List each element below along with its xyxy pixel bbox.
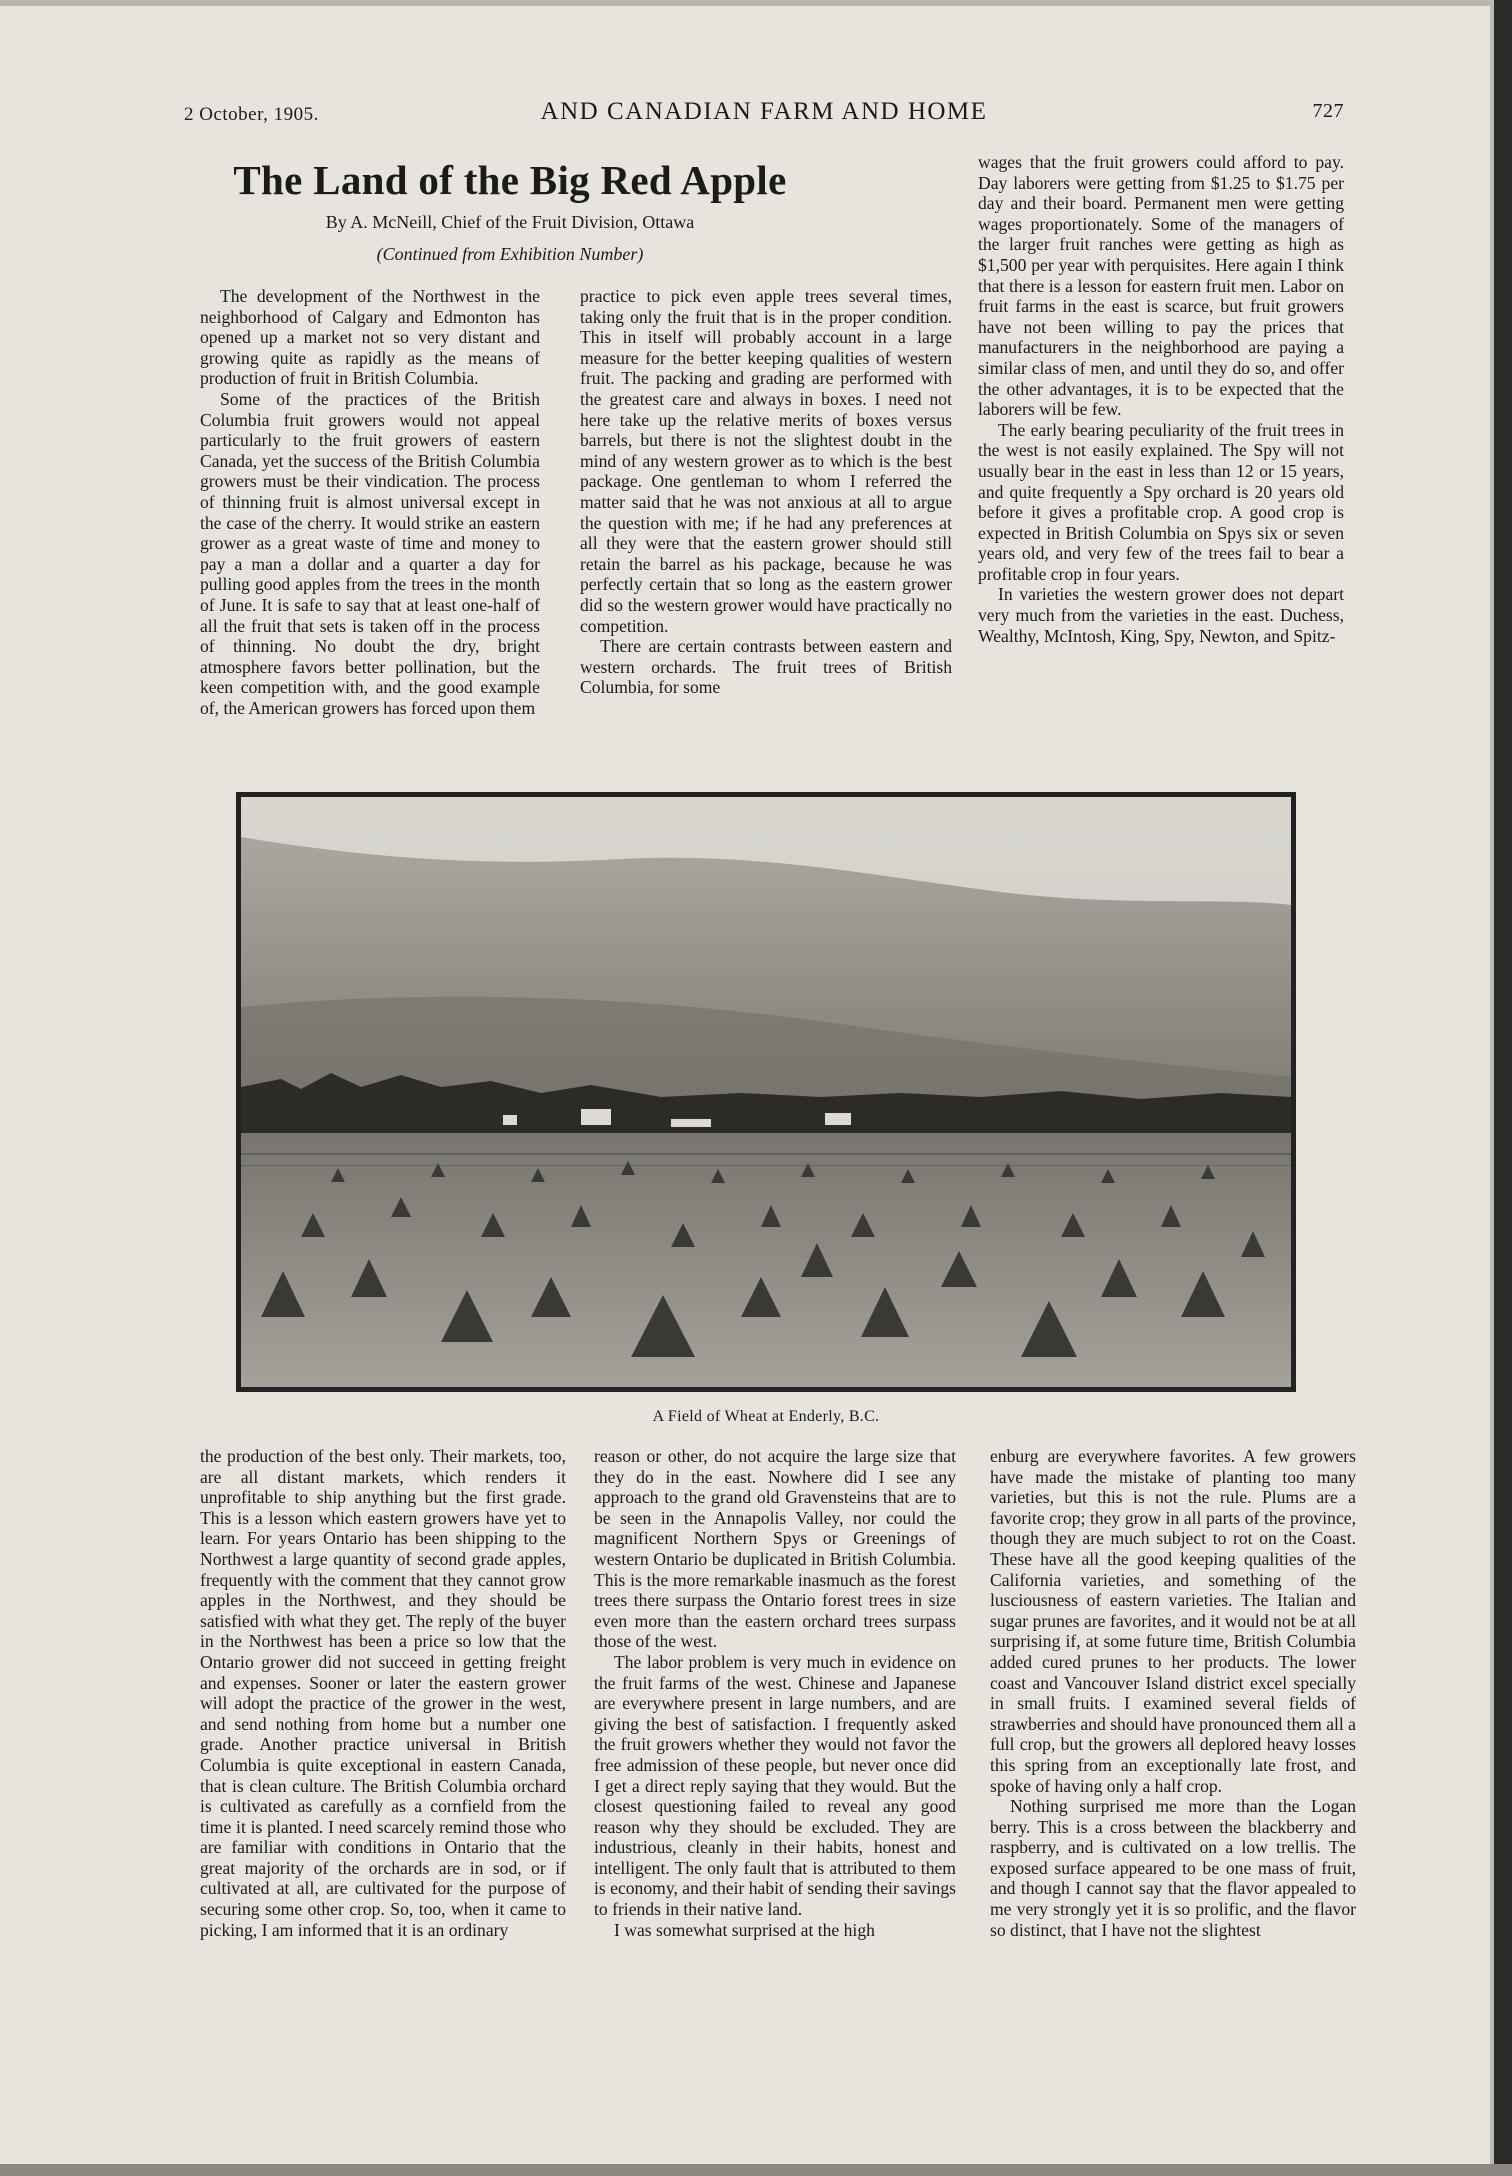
- scan-edge-right: [1490, 0, 1512, 2176]
- paragraph: The early bearing peculiarity of the fruit trees in the west is not easily explained. The Spy will not usually bear in the east in less than 12 or 15 years, and quite frequently a Spy orchard is 20 years old before it gives a profitable crop. A good crop is expected in British Columbia on Spys six or seven years old, and very few of the trees fail to bear a profitable crop in four years.: [978, 419, 1344, 584]
- column-top-right: [978, 152, 1344, 806]
- wheat-field-photo: [236, 792, 1296, 1392]
- paragraph: the production of the best only. Their markets, too, are all distant markets, which renders it unprofitable to ship anything but the first grade. This is a lesson which eastern growers have yet to learn. For years Ontario has been shipping to the Northwest a large quantity of second grade apples, frequently with the comment that they cannot grow apples in the Northwest, and they should be satisfied with what they get. The reply of the buyer in the Northwest has been a price so low that the Ontario grower did not succeed in getting freight and expenses. Sooner or later the eastern grower will adopt the practice of the grower in the west, and send nothing from home but a number one grade. Another practice universal in British Columbia is quite exceptional in eastern Canada, that is clean culture. The British Columbia orchard is cultivated as carefully as a cornfield from the time it is planted. I need scarcely remind those who are familiar with conditions in Ontario that the great majority of the orchards are in sod, or if cultivated at all, are cultivated for the purpose of securing some other crop. So, too, when it came to picking, I am informed that it is an ordinary: [200, 1446, 566, 1940]
- paragraph: Nothing surprised me more than the Logan berry. This is a cross between the blackberry and raspberry, and is cultivated on a low trellis. The exposed surface appeared to be one mass of fruit, and though I cannot say that the flavor appealed to me very strongly yet it is so prolific, and the flavor so distinct, that I have not the slightest: [990, 1796, 1356, 1940]
- paragraph: I was somewhat surprised at the high: [614, 1919, 875, 1940]
- column-bottom-right: [990, 1446, 1356, 2134]
- column-bottom-middle: [594, 1446, 956, 2134]
- continued-note: (Continued from Exhibition Number): [376, 244, 644, 264]
- paragraph: In varieties the western grower does not depart very much from the varieties in the east. Duchess, Wealthy, McIntosh, King, Spy, Newton, and Spitz-: [978, 584, 1344, 646]
- column-top-middle: [580, 286, 952, 806]
- scan-edge-top: [0, 0, 1512, 6]
- article-title: The Land of the Big Red Apple: [233, 157, 787, 203]
- scan-edge-bottom: [0, 2164, 1512, 2176]
- photo-caption: A Field of Wheat at Enderly, B.C.: [652, 1408, 880, 1425]
- paragraph: The labor problem is very much in evidence on the fruit farms of the west. Chinese and Japanese are everywhere present in large numbers, and are giving the best of satisfaction. I frequently asked the fruit growers whether they would not favor the free admission of these people, but never once did I get a direct reply saying that they would. But the closest questioning failed to reveal any good reason why they should be excluded. They are industrious, cleanly in their habits, honest and intelligent. The only fault that is attributed to them is economy, and their habit of sending their savings to friends in their native land.: [594, 1651, 956, 1920]
- page-number: 727: [1312, 100, 1344, 122]
- paragraph: reason or other, do not acquire the large size that they do in the east. Nowhere did I see any approach to the grand old Gravensteins that are to be seen in the Annapolis Valley, nor could the magnificent Northern Spys or Greenings of western Ontario be duplicated in British Columbia. This is the more remarkable inasmuch as the forest trees there surpass the Ontario forest trees in size even more than the eastern orchard trees surpass those of the west.: [594, 1446, 956, 1652]
- issue-date: 2 October, 1905.: [184, 104, 319, 125]
- paragraph: practice to pick even apple trees several times, taking only the fruit that is in the proper condition. This in itself will probably account in a large measure for the better keeping qualities of western fruit. The packing and grading are performed with the greatest care and always in boxes. I need not here take up the relative merits of boxes versus barrels, but there is not the slightest doubt in the mind of any western grower as to which is the best package. One gentleman to whom I referred the matter said that he was not anxious at all to argue the question with me; if he had any preferences at all they were that the eastern grower should still retain the barrel as his package, because he was perfectly certain that so long as the eastern grower did so the western grower would have practically no competition.: [580, 286, 952, 636]
- paragraph: The development of the Northwest in the neighborhood of Calgary and Edmonton has opened up a market not so very distant and growing quite as rapidly as the means of production of fruit in British Columbia.: [200, 286, 540, 389]
- paragraph: There are certain contrasts between eastern and western orchards. The fruit trees of British Columbia, for some: [580, 636, 952, 698]
- paragraph: Some of the practices of the British Columbia fruit growers would not appeal particularly to the fruit growers of eastern Canada, yet the success of the British Columbia growers must be their vindication. The process of thinning fruit is almost universal except in the case of the cherry. It would strike an eastern grower as a great waste of time and money to pay a man a dollar and a quarter a day for pulling good apples from the trees in the month of June. It is safe to say that at least one-half of all the fruit that sets is taken off in the process of thinning. No doubt the dry, bright atmosphere favors better pollination, but the keen competition with, and the good example of, the American growers has forced upon them: [200, 388, 540, 718]
- journal-name: AND CANADIAN FARM AND HOME: [540, 98, 988, 125]
- photo-illustration: [241, 797, 1291, 1387]
- paragraph: enburg are everywhere favorites. A few growers have made the mistake of planting too many varieties, but this is not the rule. Plums are a favorite crop; they grow in all parts of the province, though they are much subject to rot on the Coast. These have all the good keeping qualities of the California varieties, and something of the lusciousness of eastern varieties. The Italian and sugar prunes are favorites, and it would not be at all surprising if, at some future time, British Columbia added cured prunes to her products. The lower coast and Vancouver Island district excel specially in small fruits. I examined several fields of strawberries and should have pronounced them all a full crop, but the growers all deplored heavy losses this spring from an exceptionally late frost, and spoke of having only a half crop.: [990, 1446, 1356, 1796]
- article-byline: By A. McNeill, Chief of the Fruit Division, Ottawa: [325, 212, 695, 232]
- column-top-left: [200, 286, 540, 806]
- paragraph: wages that the fruit growers could afford to pay. Day laborers were getting from $1.25 to $1.75 per day and their board. Permanent men were getting wages proportionately. Some of the managers of the larger fruit ranches were getting as high as $1,500 per year with perquisites. Here again I think that there is a lesson for eastern fruit men. Labor on fruit farms in the east is scarce, but fruit growers have not been willing to pay the prices that manufacturers in the neighborhood are paying a similar class of men, and until they do so, and offer the other advantages, it is to be expected that the laborers will be few.: [978, 152, 1344, 420]
- column-bottom-left: [200, 1446, 566, 2134]
- running-header: [184, 98, 1344, 132]
